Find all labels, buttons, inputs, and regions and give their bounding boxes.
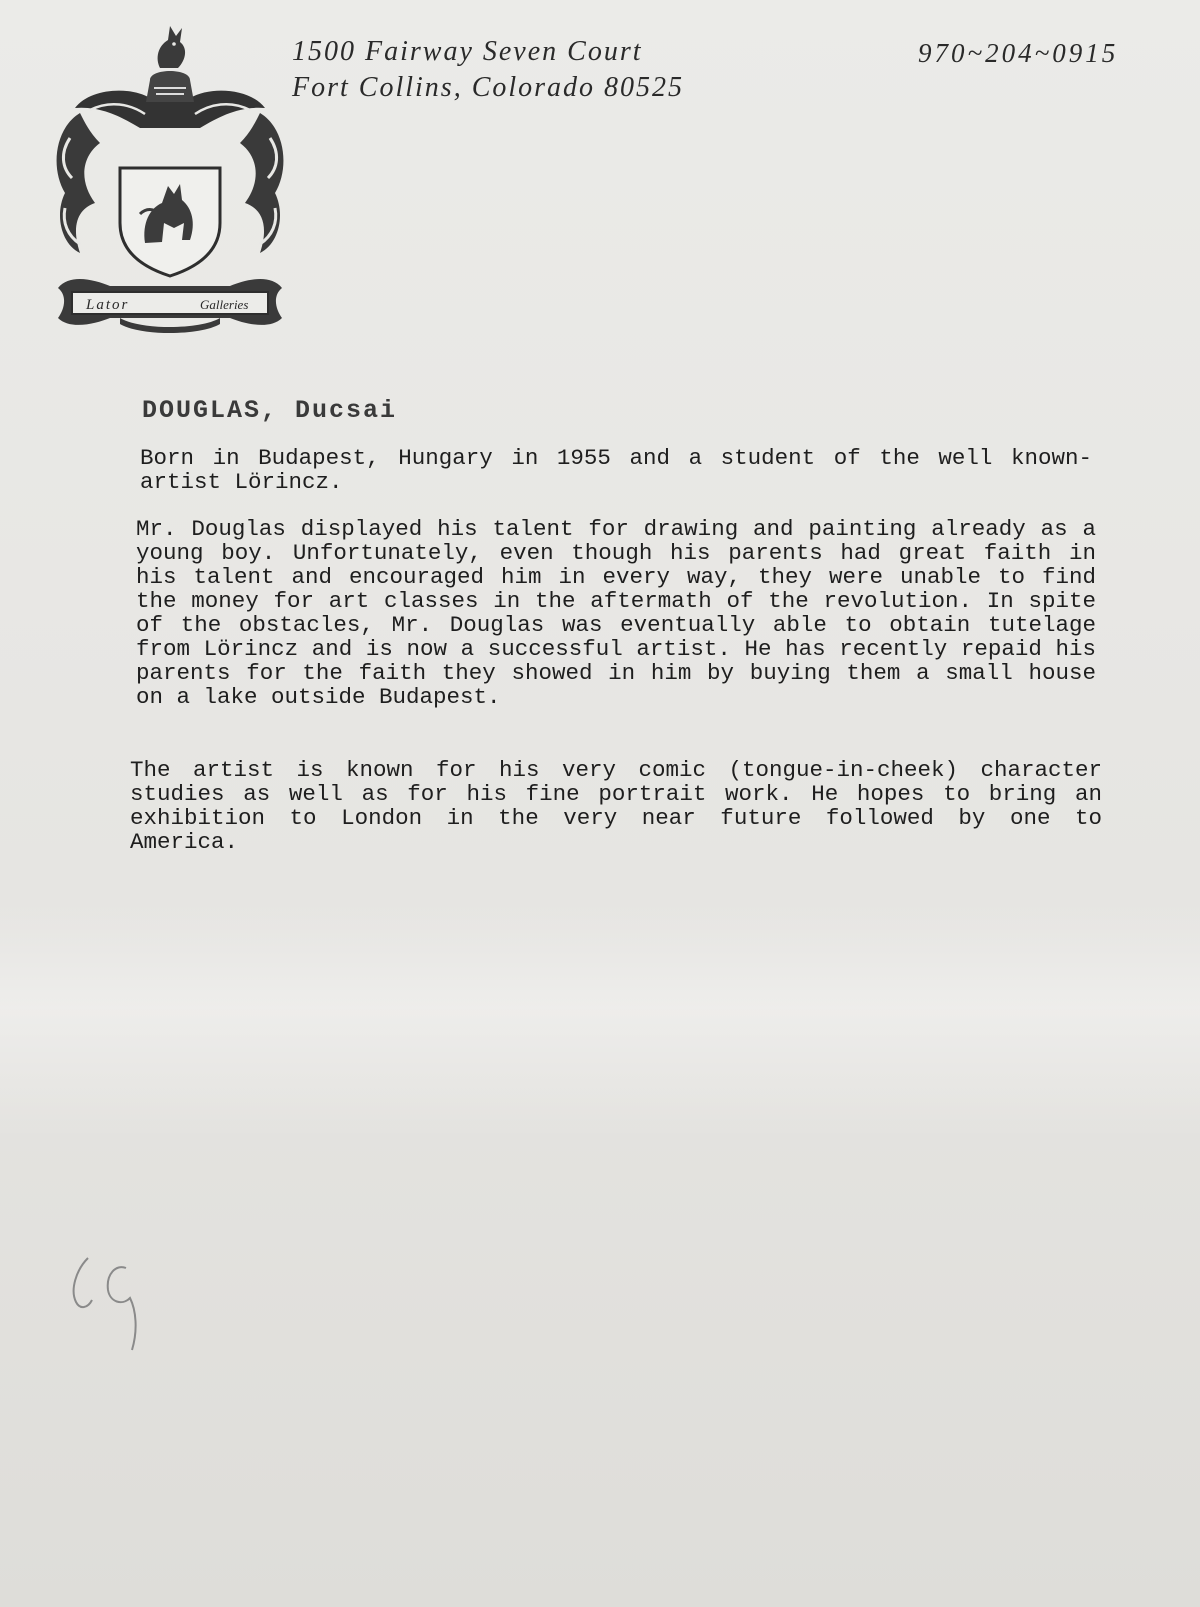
handwritten-pencil-mark xyxy=(66,1250,156,1360)
letterhead-phone: 970~204~0915 xyxy=(918,38,1119,68)
paper-glare xyxy=(0,900,1200,1140)
gallery-crest-logo xyxy=(50,18,290,338)
paragraph-background: Mr. Douglas displayed his talent for drawing and painting already as a young boy. Unfortunately, even though his parents had great faith in his talent and encouraged him in every way, they were unable to find the money for art classes in the aftermath of the revolution. In spite of the obstacles, Mr. Douglas was eventually able to obtain tutelage from Lörincz and is now a successful artist. He has recently repaid his parents for the faith they showed in him by buying them a small house on a lake outside Budapest. xyxy=(136,516,1096,710)
letterhead-address xyxy=(292,34,684,106)
logo-text-lator: Lator xyxy=(86,297,130,313)
address-line-city: Fort Collins, Colorado 80525 xyxy=(292,72,685,103)
logo-text-galleries: Galleries xyxy=(200,297,249,312)
paragraph-birth: Born in Budapest, Hungary in 1955 and a student of the well known-artist Lörincz. xyxy=(140,445,1092,495)
paragraph-works: The artist is known for his very comic (tongue-in-cheek) character studies as well as for his fine portrait work. He hopes to bring an exhibition to London in the very near future followed by one to America. xyxy=(130,757,1102,855)
artist-name-heading: DOUGLAS, Ducsai xyxy=(142,396,398,425)
address-line-street: 1500 Fairway Seven Court xyxy=(292,36,643,67)
